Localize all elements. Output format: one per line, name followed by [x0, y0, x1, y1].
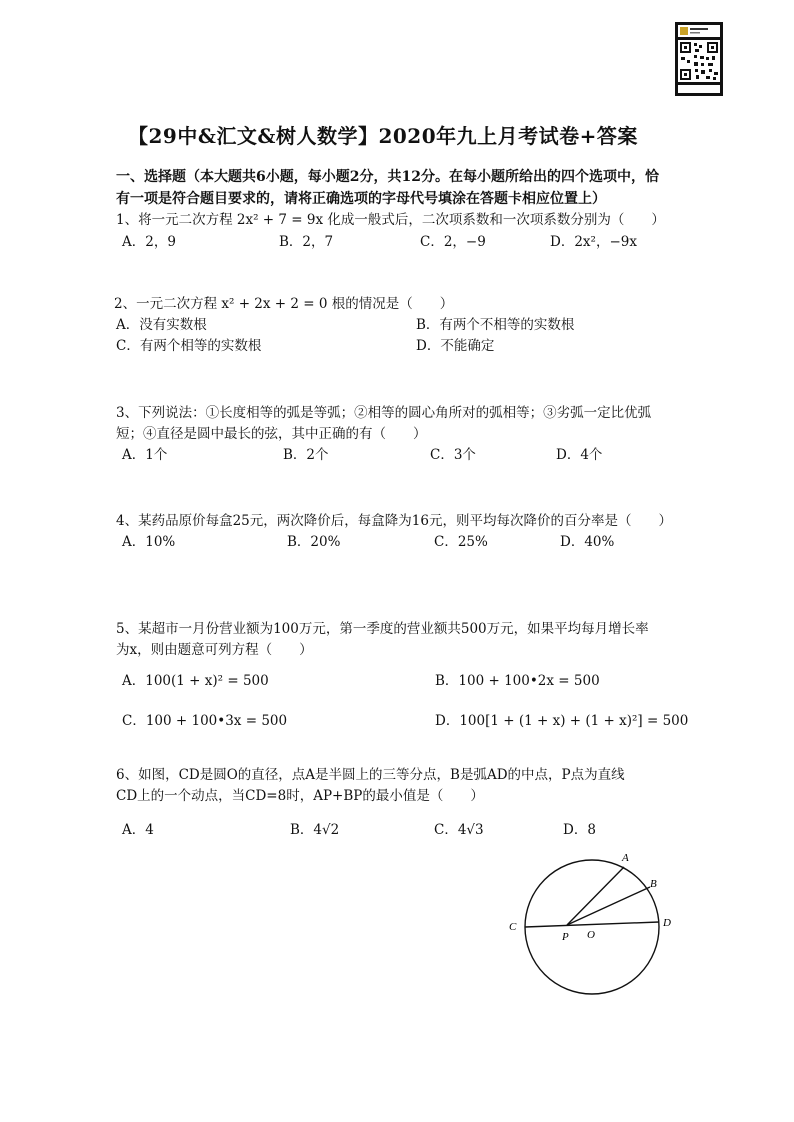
q2-option-d: D．不能确定 — [416, 338, 495, 354]
q6-option-b: B．4√2 — [290, 822, 340, 838]
q1-option-c: C．2，−9 — [420, 234, 486, 250]
q6-option-c: C．4√3 — [434, 822, 484, 838]
q1-option-b: B．2，7 — [279, 234, 334, 250]
q1-stem: 1、将一元二次方程 2x² + 7 = 9x 化成一般式后，二次项系数和一次项系数分别为（ ） — [116, 212, 665, 228]
label-o: O — [587, 929, 595, 941]
q3-option-d: D．4个 — [556, 447, 603, 463]
q1-option-d: D．2x²，−9x — [550, 234, 637, 250]
q2-stem: 2、一元二次方程 x² + 2x + 2 = 0 根的情况是（ ） — [114, 296, 454, 312]
section-heading-line2: 有一项是符合题目要求的，请将正确选项的字母代号填涂在答题卡相应位置上） — [116, 191, 606, 207]
q4-option-d: D．40% — [560, 534, 615, 550]
circle-outline — [525, 860, 659, 994]
section-heading-line1: 一、选择题（本大题共6小题，每小题2分，共12分。在每小题所给出的四个选项中，恰 — [116, 169, 659, 185]
segment-pb — [567, 887, 650, 925]
q4-option-a: A．10% — [122, 534, 176, 550]
q5-line2: 为x，则由题意可列方程（ ） — [116, 642, 313, 658]
q2-option-c: C．有两个相等的实数根 — [116, 338, 262, 354]
label-b: B — [650, 878, 657, 890]
label-d: D — [663, 917, 671, 929]
q2-option-b: B．有两个不相等的实数根 — [416, 317, 575, 333]
q5-option-b: B．100 + 100•2x = 500 — [435, 673, 600, 689]
label-a: A — [622, 852, 629, 864]
label-p: P — [562, 931, 569, 943]
q5-option-c: C．100 + 100•3x = 500 — [122, 713, 288, 729]
q6-option-d: D．8 — [563, 822, 596, 838]
diameter-cd — [525, 922, 659, 927]
q5-line1: 5、某超市一月份营业额为100万元，第一季度的营业额共500万元，如果平均每月增长率 — [116, 621, 649, 637]
q6-option-a: A．4 — [122, 822, 154, 838]
page-title: 【29中&汇文&树人数学】2020年九上月考试卷+答案 — [128, 124, 638, 148]
q4-stem: 4、某药品原价每盒25元，两次降价后，每盒降为16元，则平均每次降价的百分率是（ ） — [116, 513, 672, 529]
q3-line2: 短；④直径是圆中最长的弦，其中正确的有（ ） — [116, 426, 427, 442]
label-c: C — [509, 921, 517, 933]
q2-option-a: A．没有实数根 — [116, 317, 207, 333]
segment-pa — [567, 867, 624, 925]
q6-line1: 6、如图，CD是圆O的直径，点A是半圆上的三等分点，B是弧AD的中点，P点为直线 — [116, 767, 625, 783]
q3-option-c: C．3个 — [430, 447, 476, 463]
q4-option-b: B．20% — [287, 534, 341, 550]
q3-option-a: A．1个 — [122, 447, 168, 463]
q4-option-c: C．25% — [434, 534, 488, 550]
qr-code — [675, 22, 723, 96]
q6-line2: CD上的一个动点，当CD=8时，AP+BP的最小值是（ ） — [116, 788, 484, 804]
q3-option-b: B．2个 — [283, 447, 329, 463]
q1-option-a: A．2，9 — [122, 234, 176, 250]
q5-option-d: D．100[1 + (1 + x) + (1 + x)²] = 500 — [435, 713, 689, 729]
q5-option-a: A．100(1 + x)² = 500 — [122, 673, 269, 689]
circle-figure — [500, 845, 690, 1025]
q3-line1: 3、下列说法：①长度相等的弧是等弧；②相等的圆心角所对的弧相等；③劣弧一定比优弧 — [116, 405, 652, 421]
